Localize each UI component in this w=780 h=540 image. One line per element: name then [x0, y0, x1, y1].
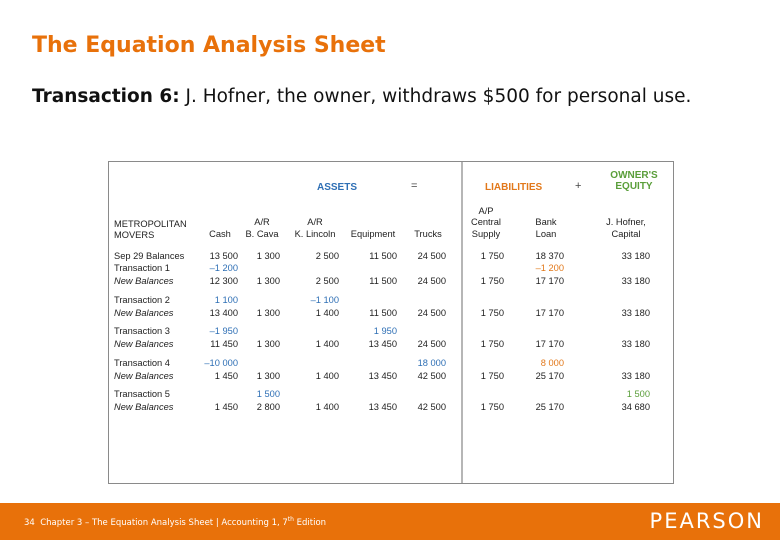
column-header: Central — [471, 217, 501, 227]
table-cell: 42 500 — [417, 371, 446, 381]
footer-sup: th — [287, 516, 294, 523]
table-cell: 1 750 — [480, 308, 504, 318]
table-cell: 17 170 — [535, 308, 564, 318]
column-header: Equipment — [350, 228, 396, 239]
transaction-label: Transaction 6: — [32, 86, 180, 107]
assets-header: ASSETS — [317, 182, 358, 193]
table-cell: 18 370 — [535, 251, 564, 261]
table-cell: 42 500 — [417, 402, 446, 412]
column-header: K. Lincoln — [294, 228, 336, 239]
transaction-description — [32, 86, 691, 107]
liabilities-header: LIABILITIES — [485, 182, 543, 193]
row-label: New Balances — [114, 371, 174, 381]
table-cell: 1 450 — [214, 402, 238, 412]
table-cell: 1 400 — [315, 339, 339, 349]
page-number: 34 — [24, 517, 35, 528]
column-header: A/R — [307, 217, 323, 227]
table-cell: 33 180 — [621, 276, 650, 286]
transaction-text: J. Hofner, the owner, withdraws $500 for personal use. — [179, 86, 692, 107]
table-cell: 13 400 — [209, 308, 238, 318]
table-cell: –10 000 — [204, 358, 238, 368]
company-name-line2: MOVERS — [114, 230, 155, 240]
table-cell: 1 300 — [256, 339, 280, 349]
column-header: J. Hofner, — [606, 217, 646, 227]
table-cell: 17 170 — [535, 276, 564, 286]
table-cell: 11 500 — [369, 308, 397, 318]
table-cell: 24 500 — [417, 339, 446, 349]
table-cell: 1 750 — [480, 251, 504, 261]
table-cell: 1 400 — [315, 402, 339, 412]
table-cell: 13 450 — [368, 402, 397, 412]
table-cell: –1 100 — [310, 295, 339, 305]
table-cell: 13 450 — [368, 371, 397, 381]
table-cell: 25 170 — [535, 402, 564, 412]
table-cell: 2 800 — [256, 402, 280, 412]
plus-sign: + — [575, 180, 582, 192]
table-cell: 1 300 — [256, 251, 280, 261]
table-cell: –1 200 — [209, 263, 238, 273]
row-label: New Balances — [114, 339, 174, 349]
row-label: Transaction 5 — [114, 389, 170, 399]
table-cell: 24 500 — [417, 276, 446, 286]
column-header: A/R — [254, 217, 270, 227]
slide-title: The Equation Analysis Sheet — [32, 33, 386, 58]
column-header: Trucks — [414, 228, 442, 239]
equation-analysis-sheet — [108, 161, 674, 484]
table-cell: 2 500 — [315, 251, 339, 261]
company-name-line1: METROPOLITAN — [114, 219, 187, 229]
table-cell: 34 680 — [621, 402, 650, 412]
row-label: New Balances — [114, 402, 174, 412]
footer-edition: Edition — [293, 517, 327, 528]
table-cell: 1 500 — [256, 389, 280, 399]
equals-sign: = — [411, 180, 418, 192]
column-header: Bank — [535, 217, 557, 227]
table-cell: 25 170 — [535, 371, 564, 381]
row-label: Transaction 1 — [114, 263, 170, 273]
column-header: A/P — [478, 205, 494, 216]
row-label: Transaction 2 — [114, 295, 170, 305]
table-cell: 1 750 — [480, 339, 504, 349]
table-cell: 33 180 — [621, 371, 650, 381]
table-cell: 11 500 — [369, 276, 397, 286]
table-cell: 33 180 — [621, 339, 650, 349]
table-cell: 24 500 — [417, 308, 446, 318]
table-cell: 8 000 — [540, 358, 564, 368]
table-cell: 2 500 — [315, 276, 339, 286]
table-cell: 13 500 — [209, 251, 238, 261]
table-cell: 1 100 — [214, 295, 238, 305]
column-header: Cash — [209, 228, 231, 239]
footer-caption — [24, 516, 326, 528]
row-label: Transaction 3 — [114, 326, 170, 336]
table-cell: 1 750 — [480, 402, 504, 412]
table-cell: 11 500 — [369, 251, 397, 261]
equity-header-line1: OWNER'S — [610, 170, 658, 181]
pearson-logo: PEARSON — [649, 509, 764, 533]
table-cell: 24 500 — [417, 251, 446, 261]
column-header: Supply — [471, 228, 501, 239]
table-cell: 1 300 — [256, 276, 280, 286]
table-cell: 13 450 — [368, 339, 397, 349]
column-header: Capital — [611, 228, 641, 239]
footer-text: Chapter 3 – The Equation Analysis Sheet | Accounting 1, 7 — [40, 517, 288, 528]
table-cell: 1 750 — [480, 276, 504, 286]
table-cell: 33 180 — [621, 308, 650, 318]
table-cell: 12 300 — [209, 276, 238, 286]
liabilities-divider — [461, 162, 463, 483]
table-cell: 1 500 — [626, 389, 650, 399]
table-cell: 11 450 — [210, 339, 238, 349]
column-header: B. Cava — [245, 228, 279, 239]
column-header: Loan — [535, 228, 557, 239]
equity-header-line2: EQUITY — [615, 181, 653, 192]
table-cell: –1 950 — [209, 326, 238, 336]
table-cell: 1 300 — [256, 308, 280, 318]
table-cell: 17 170 — [535, 339, 564, 349]
row-label: Sep 29 Balances — [114, 251, 185, 261]
table-cell: 1 450 — [214, 371, 238, 381]
table-cell: 1 300 — [256, 371, 280, 381]
row-label: New Balances — [114, 308, 174, 318]
row-label: New Balances — [114, 276, 174, 286]
table-cell: 18 000 — [417, 358, 446, 368]
footer-bar — [0, 503, 780, 540]
table-cell: 1 400 — [315, 308, 339, 318]
table-cell: 1 750 — [480, 371, 504, 381]
table-cell: 1 400 — [315, 371, 339, 381]
table-cell: –1 200 — [535, 263, 564, 273]
table-cell: 1 950 — [373, 326, 397, 336]
row-label: Transaction 4 — [114, 358, 170, 368]
table-cell: 33 180 — [621, 251, 650, 261]
